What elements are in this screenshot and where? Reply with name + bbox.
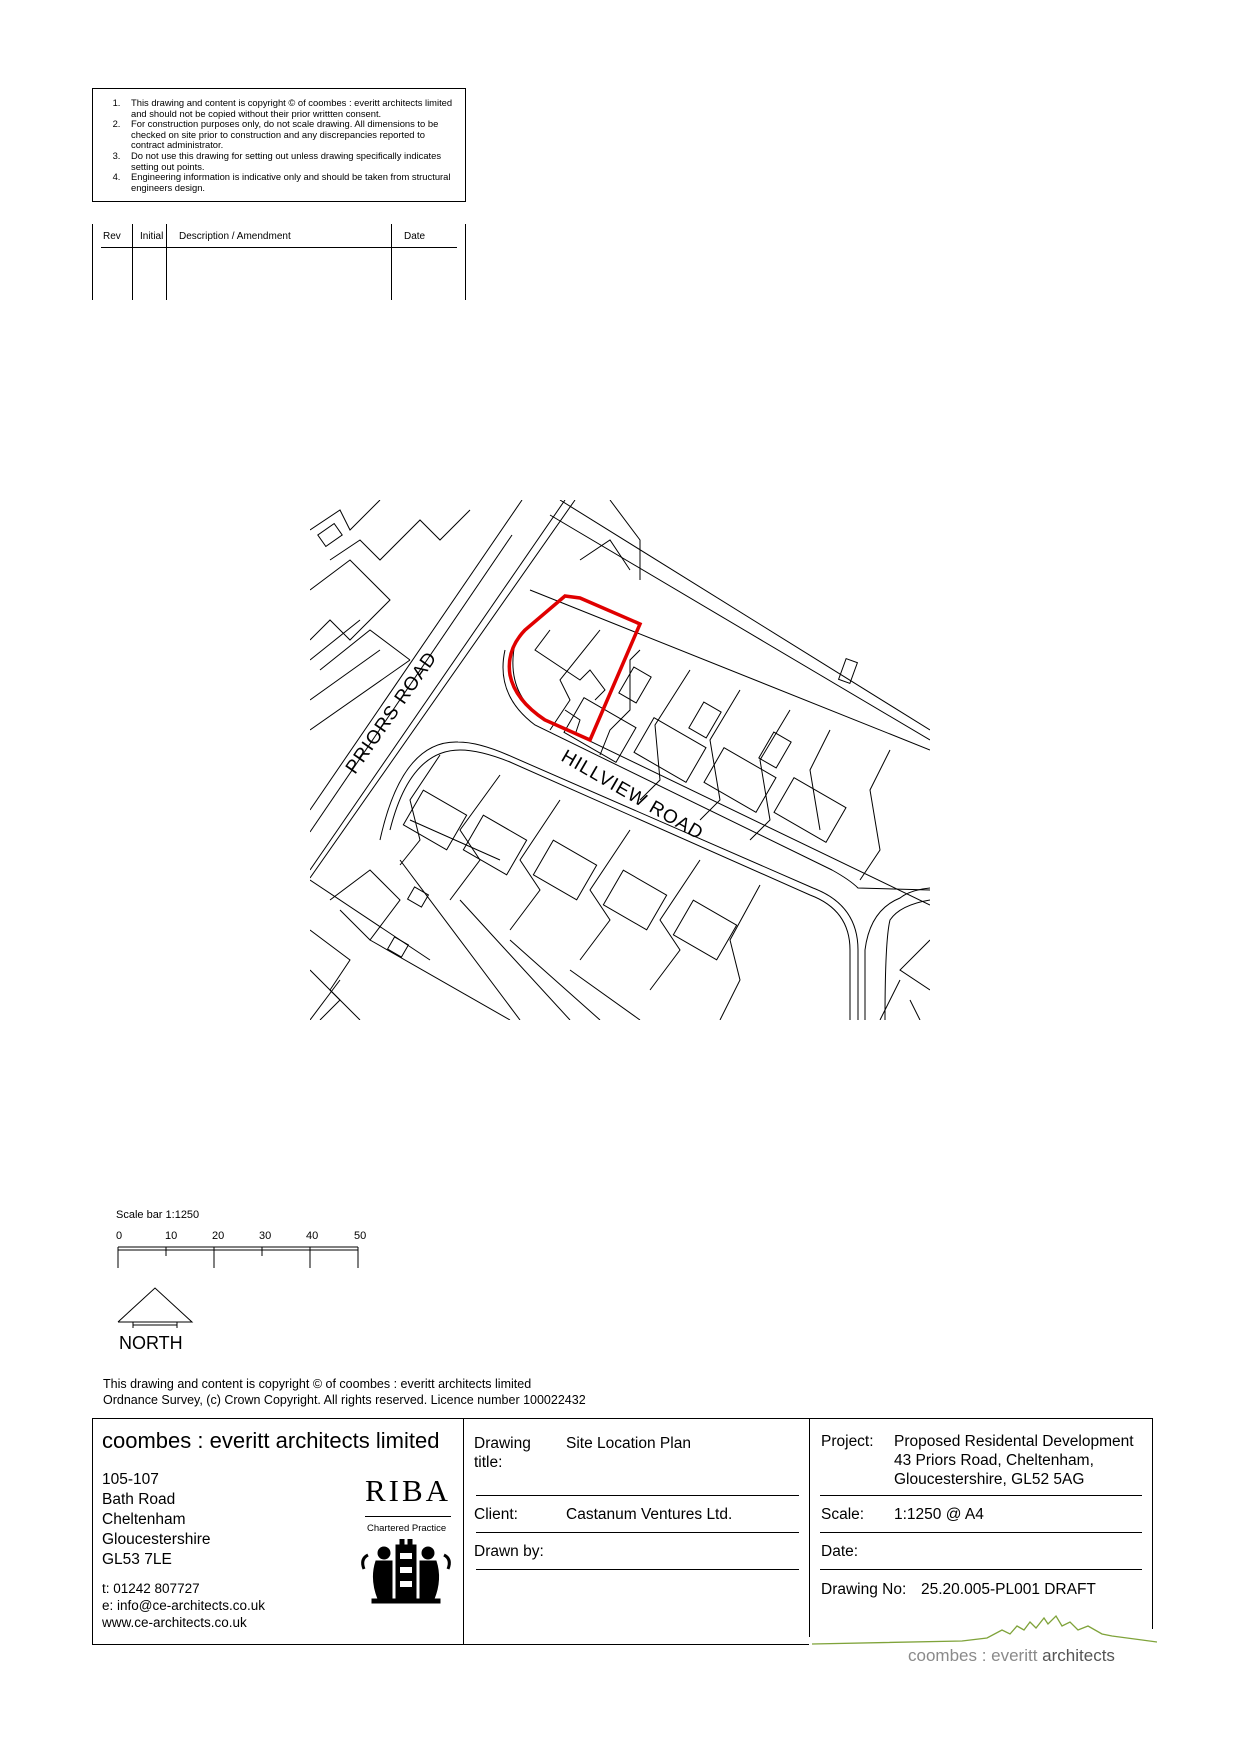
- column-divider: [391, 224, 392, 300]
- project-line: Proposed Residental Development: [894, 1433, 1134, 1450]
- drawing-title-value: Site Location Plan: [566, 1435, 691, 1452]
- footer-brand: [908, 1646, 1115, 1666]
- scale-value: 1:1250 @ A4: [894, 1506, 984, 1523]
- note-2: 2. For construction purposes only, do not scale drawing. All dimensions to be checked on site prior to construction and any discrepancies reported to contract administrator.: [123, 119, 457, 151]
- firm-name: coombes : everitt architects limited: [102, 1428, 440, 1453]
- note-3: 3. Do not use this drawing for setting out unless drawing specifically indicates setting out points.: [123, 151, 457, 172]
- scale-tick-30: 30: [259, 1230, 272, 1242]
- drawing-no-value: 25.20.005-PL001 DRAFT: [921, 1581, 1096, 1598]
- road-edge: [310, 500, 522, 810]
- column-divider: [166, 224, 167, 300]
- scale-bar-title: Scale bar 1:1250: [116, 1209, 200, 1221]
- address-line: 105-107: [102, 1471, 159, 1488]
- address-line: Gloucestershire: [102, 1531, 211, 1548]
- riba-crest-icon: [358, 1539, 454, 1605]
- phone: t: 01242 807727: [102, 1581, 200, 1596]
- client-value: Castanum Ventures Ltd.: [566, 1506, 733, 1523]
- date-label: Date:: [821, 1543, 859, 1560]
- revision-table: [92, 224, 466, 300]
- email-link[interactable]: e: info@ce-architects.co.uk: [102, 1598, 266, 1613]
- header-divider: [101, 247, 457, 248]
- skyline-logo-icon: [812, 1612, 1157, 1648]
- priors-road-label: PRIORS ROAD: [341, 647, 442, 778]
- project-label: Project:: [821, 1433, 874, 1450]
- hillview-road-label: HILLVIEW ROAD: [557, 746, 707, 845]
- site-location-map: [310, 500, 930, 1020]
- riba-logo-text: RIBA: [365, 1473, 452, 1508]
- description-header: Description / Amendment: [179, 231, 291, 242]
- footer-brand-architects: architects: [1042, 1646, 1115, 1665]
- client-label: Client:: [474, 1506, 518, 1523]
- address-line: Bath Road: [102, 1491, 176, 1508]
- note-4: 4. Engineering information is indicative only and should be taken from structural engineers design.: [123, 172, 457, 193]
- scale-tick-0: 0: [116, 1230, 123, 1242]
- copyright-line-1: This drawing and content is copyright © of coombes : everitt architects limited: [103, 1377, 532, 1391]
- address-line: GL53 7LE: [102, 1551, 172, 1568]
- drawing-title-label: Drawing title:: [474, 1435, 531, 1471]
- drawing-no-label: Drawing No:: [821, 1581, 907, 1598]
- column-divider: [132, 224, 133, 300]
- scale-label: Scale:: [821, 1506, 865, 1523]
- scale-tick-20: 20: [212, 1230, 225, 1242]
- project-line: Gloucestershire, GL52 5AG: [894, 1471, 1085, 1488]
- scale-tick-40: 40: [306, 1230, 319, 1242]
- road-edge: [310, 500, 575, 878]
- title-block: [92, 1418, 1153, 1645]
- website-link[interactable]: www.ce-architects.co.uk: [102, 1615, 247, 1630]
- footer-brand-name: coombes : everitt: [908, 1646, 1043, 1665]
- project-line: 43 Priors Road, Cheltenham,: [894, 1452, 1094, 1469]
- scale-tick-50: 50: [354, 1230, 367, 1242]
- copyright-line-2: Ordnance Survey, (c) Crown Copyright. All rights reserved. Licence number 100022432: [103, 1393, 586, 1407]
- address-line: Cheltenham: [102, 1511, 186, 1528]
- north-label: NORTH: [119, 1333, 183, 1353]
- north-arrow-icon: [115, 1284, 195, 1330]
- scale-bar: [115, 1244, 365, 1270]
- rev-header: Rev: [103, 231, 121, 242]
- initial-header: Initial: [140, 231, 164, 242]
- date-header: Date: [404, 231, 426, 242]
- note-1: 1. This drawing and content is copyright © of coombes : everitt architects limited and should not be copied without their prior writtten consent.: [123, 98, 457, 119]
- scale-tick-10: 10: [165, 1230, 178, 1242]
- drawn-by-label: Drawn by:: [474, 1543, 544, 1560]
- riba-subtitle: Chartered Practice: [367, 1523, 447, 1534]
- drawing-notes: [92, 88, 466, 202]
